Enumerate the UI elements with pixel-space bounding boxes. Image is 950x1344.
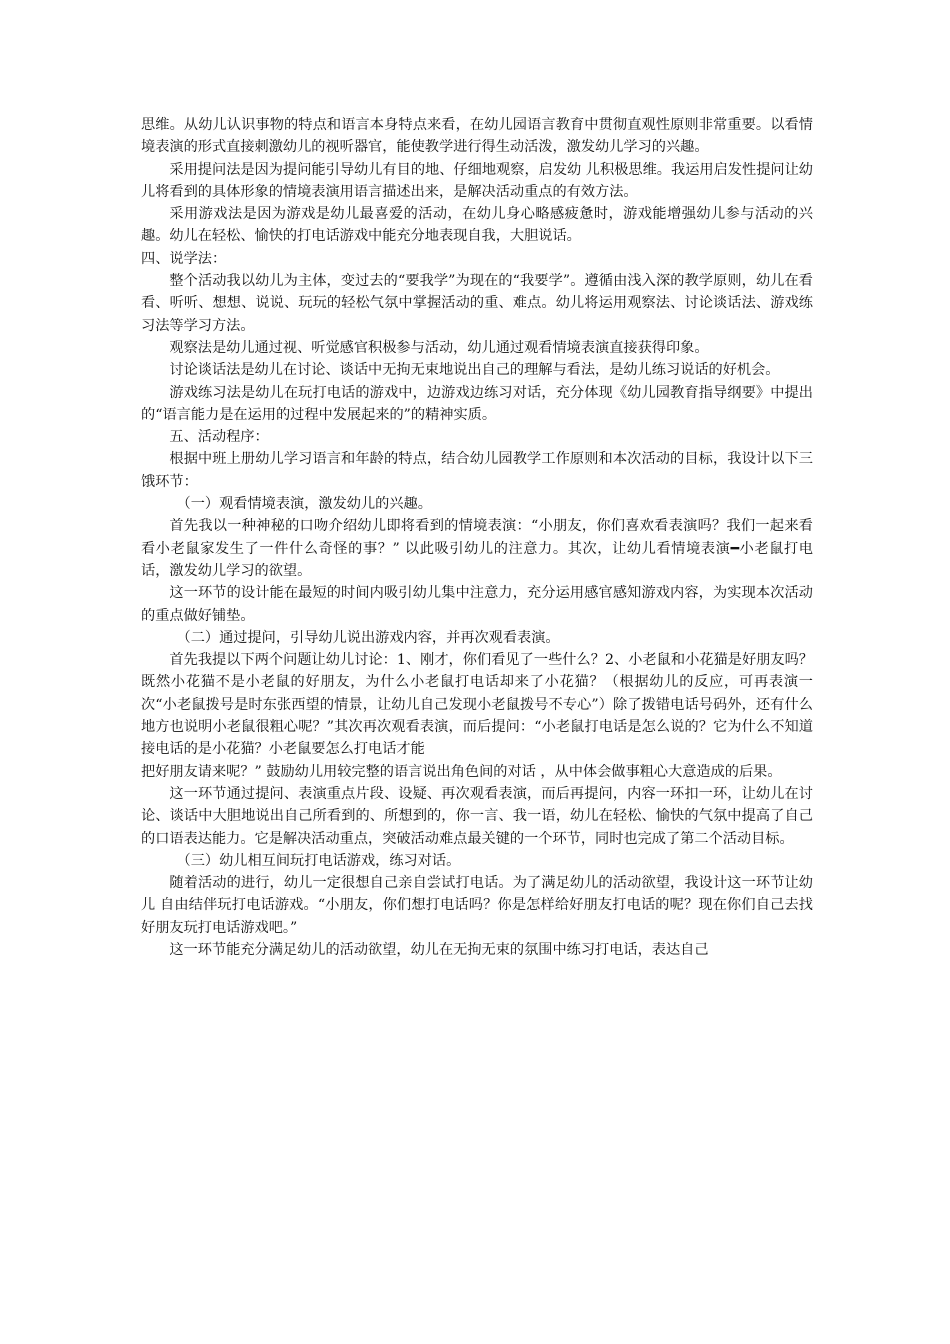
paragraph-discussion-method: 讨论谈话法是幼儿在讨论、谈话中无拘无束地说出自己的理解与看法，是幼儿练习说话的好机会。 [169, 362, 780, 379]
step-heading-one: （一）观看情境表演，激发幼儿的兴趣。 [176, 496, 432, 513]
paragraph-step-one-detail: 首先我以一种神秘的口吻介绍幼儿即将看到的情境表演：“小朋友，你们喜欢看表演吗？我们一起来看看小老鼠家发生了一件什么奇怪的事？” 以此吸引幼儿的注意力。其次，让幼儿看情境表演━小老鼠打电话，激发幼儿学习的欲望。 [141, 518, 813, 579]
document-page [141, 114, 813, 961]
paragraph-step-two-summary: 这一环节通过提问、表演重点片段、设疑、再次观看表演，而后再提问，内容一环扣一环，让幼儿在讨论、谈话中大胆地说出自己所看到的、所想到的，你一言、我一语，幼儿在轻松、愉快的气氛中提高了自己的口语表达能力。它是解决活动重点，突破活动难点最关键的一个环节，同时也完成了第二个活动目标。 [141, 785, 813, 847]
paragraph-step-three-summary: 这一环节能充分满足幼儿的活动欲望，幼儿在无拘无束的氛围中练习打电话，表达自己 [169, 941, 709, 958]
paragraph-step-three-detail: 随着活动的进行，幼儿一定很想自己亲自尝试打电话。为了满足幼儿的活动欲望，我设计这一环节让幼儿 自由结伴玩打电话游戏。“小朋友，你们想打电话吗？你是怎样给好朋友打电话的呢？现在你们自己去找好朋友玩打电话游戏吧。” [141, 875, 813, 936]
paragraph-learning-overview: 整个活动我以幼儿为主体，变过去的“要我学”为现在的“我要学”。遵循由浅入深的教学原则，幼儿在看看、听听、想想、说说、玩玩的轻松气氛中掌握活动的重、难点。幼儿将运用观察法、讨论谈话法、游戏练习法等学习方法。 [141, 273, 813, 334]
paragraph-step-two-detail: 首先我提以下两个问题让幼儿讨论：1、刚才，你们看见了一些什么？2、小老鼠和小花猫是好朋友吗？既然小花猫不是小老鼠的好朋友，为什么小老鼠打电话却来了小花猫？（根据幼儿的反应，可再表演一次“小老鼠拨号是时东张西望的情景，让幼儿自己发现小老鼠拨号不专心”）除了拨错电话号码外，还有什么地方也说明小老鼠很粗心呢？”其次再次观看表演，而后提问：“小老鼠打电话是怎么说的？它为什么不知道接电话的是小花猫？小老鼠要怎么打电话才能 [141, 652, 813, 758]
paragraph-step-one-summary: 这一环节的设计能在最短的时间内吸引幼儿集中注意力，充分运用感官感知游戏内容，为实现本次活动的重点做好铺垫。 [141, 585, 813, 624]
paragraph-questioning-method: 采用提问法是因为提问能引导幼儿有目的地、仔细地观察，启发幼 儿积极思维。我运用启发性提问让幼儿将看到的具体形象的情境表演用语言描述出来，是解决活动重点的有效方法。 [141, 161, 813, 200]
paragraph-game-method: 采用游戏法是因为游戏是幼儿最喜爱的活动，在幼儿身心略感疲惫时，游戏能增强幼儿参与活动的兴趣。幼儿在轻松、愉快的打电话游戏中能充分地表现自我，大胆说话。 [141, 206, 813, 245]
step-heading-two: （二）通过提问，引导幼儿说出游戏内容，并再次观看表演。 [176, 629, 560, 646]
section-heading-learning-methods: 四、说学法： [141, 250, 227, 267]
paragraph-procedure-intro: 根据中班上册幼儿学习语言和年龄的特点，结合幼儿园教学工作原则和本次活动的目标，我设计以下三饿环节： [141, 451, 813, 490]
section-heading-activity-procedure: 五、活动程序： [169, 429, 269, 446]
paragraph-step-two-continued: 把好朋友请来呢？” 鼓励幼儿用较完整的语言说出角色间的对话 ，从中体会做事粗心大意造成的后果。 [141, 763, 782, 780]
paragraph-game-practice-method: 游戏练习法是幼儿在玩打电话的游戏中，边游戏边练习对话，充分体现《幼儿园教育指导纲要》中提出的“语言能力是在运用的过程中发展起来的”的精神实质。 [141, 384, 813, 423]
paragraph-observation-method: 观察法是幼儿通过视、听觉感官积极参与活动，幼儿通过观看情境表演直接获得印象。 [169, 339, 709, 356]
step-heading-three: （三）幼儿相互间玩打电话游戏，练习对话。 [176, 852, 461, 869]
paragraph-intro-continued: 思维。从幼儿认识事物的特点和语言本身特点来看，在幼儿园语言教育中贯彻直观性原则非常重要。以看情境表演的形式直接刺激幼儿的视听器官，能使教学进行得生动活泼，激发幼儿学习的兴趣。 [141, 117, 813, 156]
